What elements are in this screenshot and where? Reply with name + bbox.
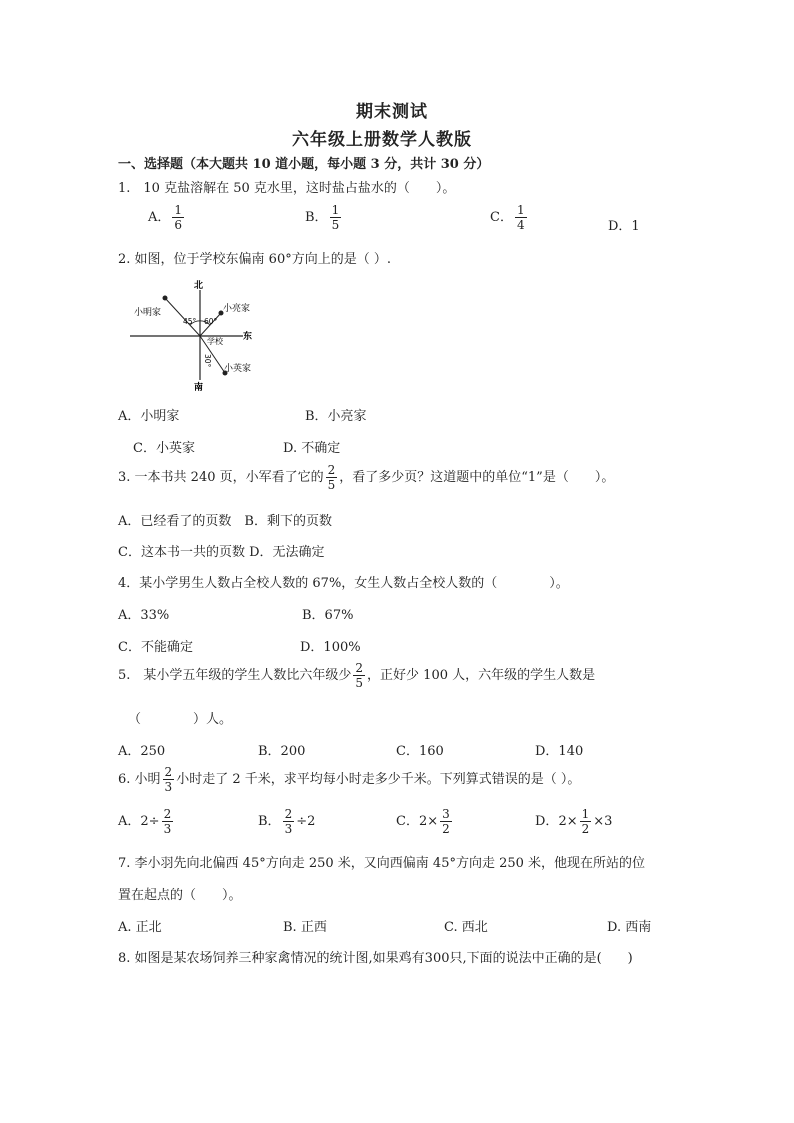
- fraction: $\frac{2}{3}$: [284, 807, 293, 836]
- q2-option-c: C．小英家: [133, 441, 195, 456]
- north-label: 北: [194, 281, 204, 291]
- fraction: $\frac{3}{2}$: [442, 807, 450, 836]
- page-title: 期末测试: [356, 102, 428, 122]
- q7-option-b: B. 正西: [283, 920, 327, 935]
- fraction: $\frac{2}{5}$: [355, 661, 364, 690]
- q1-option-a: A． $\frac{1}{6}$: [148, 203, 183, 232]
- q6-option-a: A．2÷ $\frac{2}{3}$: [118, 807, 172, 836]
- q7-stem: 7. 李小羽先向北偏西 45°方向走 250 米，又向西偏南 45°方向走 250 米，他现在所站的位: [118, 856, 646, 871]
- q5-stem-cont: （ ）人。: [128, 712, 233, 727]
- direction-diagram: [125, 278, 275, 394]
- fraction: $\frac{1}{2}$: [581, 807, 590, 836]
- q1-option-d: D．1: [608, 219, 640, 234]
- q2-stem: 2. 如图，位于学校东偏南 60°方向上的是（ ）.: [118, 252, 391, 267]
- q7-option-a: A. 正北: [118, 920, 162, 935]
- fraction: $\frac{2}{3}$: [164, 765, 173, 794]
- fraction: $\frac{2}{5}$: [327, 463, 336, 492]
- ming-label: 小明家: [134, 308, 162, 318]
- q6-option-b: B． $\frac{2}{3}$ ÷2: [258, 807, 316, 836]
- q2-option-b: B．小亮家: [305, 409, 367, 424]
- south-label: 南: [194, 383, 204, 393]
- q5-option-d: D．140: [535, 744, 584, 759]
- q4-option-b: B．67%: [302, 608, 354, 623]
- q8-stem: 8. 如图是某农场饲养三种家禽情况的统计图,如果鸡有300只,下面的说法中正确的是( ): [118, 951, 633, 966]
- fraction: $\frac{1}{4}$: [516, 203, 525, 232]
- ying-label: 小英家: [224, 364, 252, 374]
- q6-option-c: C．2× $\frac{3}{2}$: [396, 807, 450, 836]
- q7-option-d: D. 西南: [607, 920, 652, 935]
- east-label: 东: [243, 332, 253, 342]
- q3-options-cd: C．这本书一共的页数 D．无法确定: [118, 545, 325, 560]
- liang-label: 小亮家: [223, 304, 251, 314]
- q1-option-b: B． $\frac{1}{5}$: [305, 203, 340, 232]
- fraction: $\frac{1}{5}$: [331, 203, 340, 232]
- angle-60-label: 60°: [204, 317, 218, 326]
- school-label: 学校: [207, 337, 223, 346]
- fraction: $\frac{2}{3}$: [163, 807, 172, 836]
- q7-option-c: C. 西北: [444, 920, 488, 935]
- section-heading: 一、选择题（本大题共 10 道小题，每小题 3 分，共计 30 分）: [118, 157, 490, 172]
- q5-stem: 5. 某小学五年级的学生人数比六年级少 $\frac{2}{5}$ ，正好少 100 人，六年级的学生人数是: [118, 661, 596, 690]
- q5-option-c: C．160: [396, 744, 444, 759]
- q1-option-c: C． $\frac{1}{4}$: [490, 203, 525, 232]
- q4-option-d: D．100%: [300, 640, 361, 655]
- q2-option-d: D. 不确定: [283, 441, 341, 456]
- fraction: $\frac{1}{6}$: [174, 203, 183, 232]
- q4-option-c: C．不能确定: [118, 640, 193, 655]
- q5-option-a: A．250: [118, 744, 166, 759]
- q7-stem-cont: 置在起点的（ ）。: [118, 888, 242, 903]
- q4-option-a: A．33%: [118, 608, 170, 623]
- q3-stem: 3. 一本书共 240 页，小军看了它的 $\frac{2}{5}$ ，看了多少页？这道题中的单位“1”是（ ）。: [118, 463, 615, 492]
- q1-stem: 1. 10 克盐溶解在 50 克水里，这时盐占盐水的（ ）。: [118, 181, 456, 196]
- q5-option-b: B．200: [258, 744, 306, 759]
- q3-options-ab: A．已经看了的页数 B．剩下的页数: [118, 514, 332, 529]
- q2-option-a: A．小明家: [118, 409, 180, 424]
- q6-option-d: D．2× $\frac{1}{2}$ ×3: [535, 807, 613, 836]
- page-subtitle: 六年级上册数学人教版: [292, 130, 472, 150]
- angle-30-label: 30°: [203, 354, 212, 368]
- q6-stem: 6. 小明 $\frac{2}{3}$ 小时走了 2 千米，求平均每小时走多少千米。下列算式错误的是（ ）。: [118, 765, 581, 794]
- angle-45-label: 45°: [183, 317, 197, 326]
- q4-stem: 4．某小学男生人数占全校人数的 67%，女生人数占全校人数的（ ）。: [118, 576, 569, 591]
